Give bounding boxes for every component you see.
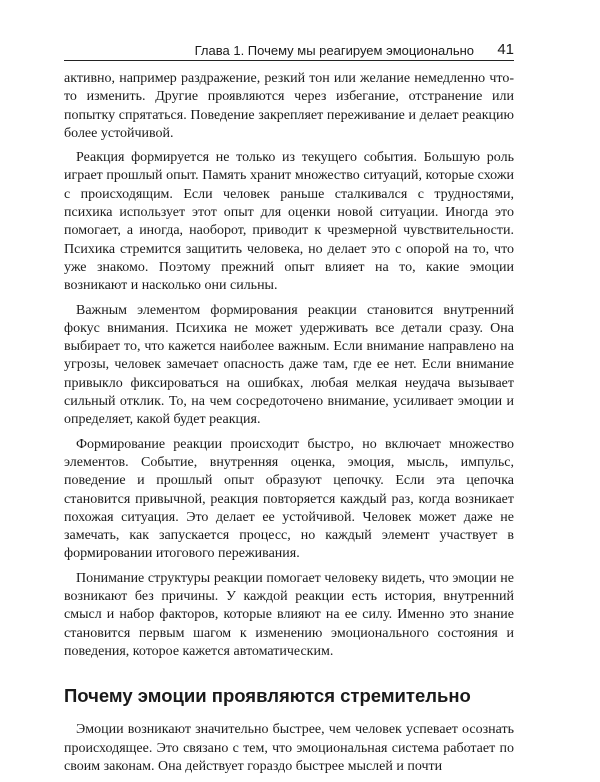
paragraph: Понимание структуры реакции помогает человеку видеть, что эмоции не возникают без причины. У каждой реакции есть история, внутренний смысл и набор факторов, которые влияют на ее силу. Именно это знание становится первым шагом к изменению эмоционального состояния и поведения, которое кажется автоматическим. (64, 570, 514, 659)
main-text (64, 70, 514, 782)
paragraph-continued: активно, например раздражение, резкий тон или желание немедленно что-то изменить. Другие проявляются через избегание, отстранение или попытку спрятаться. Поведение закрепляет переживание и делает реакцию более устойчивой. (64, 71, 514, 141)
paragraph: Реакция формируется не только из текущего события. Большую роль играет прошлый опыт. Память хранит множество ситуаций, которые схожи с происходящим. Если человек раньше сталкивался с трудностями, психика использует этот опыт для оценки новой ситуации. Иногда это помогает, а иногда, наоборот, приводит к чрезмерной чувствительности. Психика стремится защитить человека, но делает это с опорой на то, что уже знакомо. Поэтому прежний опыт влияет на то, какие эмоции возникают и насколько они сильны. (64, 150, 514, 294)
section-heading: Почему эмоции проявляются стремительно (64, 685, 471, 707)
chapter-title: Глава 1. Почему мы реагируем эмоционально (194, 43, 474, 58)
section-paragraph: Эмоции возникают значительно быстрее, чем человек успевает осознать происходящее. Это связано с тем, что эмоциональная система работает по своим законам. Она действует гораздо быстрее мыслей и почти (64, 722, 514, 774)
running-header (64, 41, 514, 61)
page-number: 41 (497, 41, 514, 58)
paragraph: Формирование реакции происходит быстро, но включает множество элементов. Событие, внутренняя оценка, эмоция, мысль, импульс, поведение и прошлый опыт образуют цепочку. Если эта цепочка становится привычной, реакция повторяется каждый раз, когда возникает похожая ситуация. Это делает ее устойчивой. Человек может даже не замечать, как запускается процесс, но каждый элемент участвует в формировании итогового переживания. (64, 436, 514, 562)
paragraph: Важным элементом формирования реакции становится внутренний фокус внимания. Психика не может удерживать все детали сразу. Она выбирает то, что кажется наиболее важным. Если внимание направлено на угрозы, человек замечает опасность даже там, где ее нет. Если внимание привыкло фиксироваться на ошибках, любая мелкая неудача вызывает сильный отклик. То, на чем сосредоточено внимание, усиливает эмоции и определяет, какой будет реакция. (64, 302, 514, 428)
